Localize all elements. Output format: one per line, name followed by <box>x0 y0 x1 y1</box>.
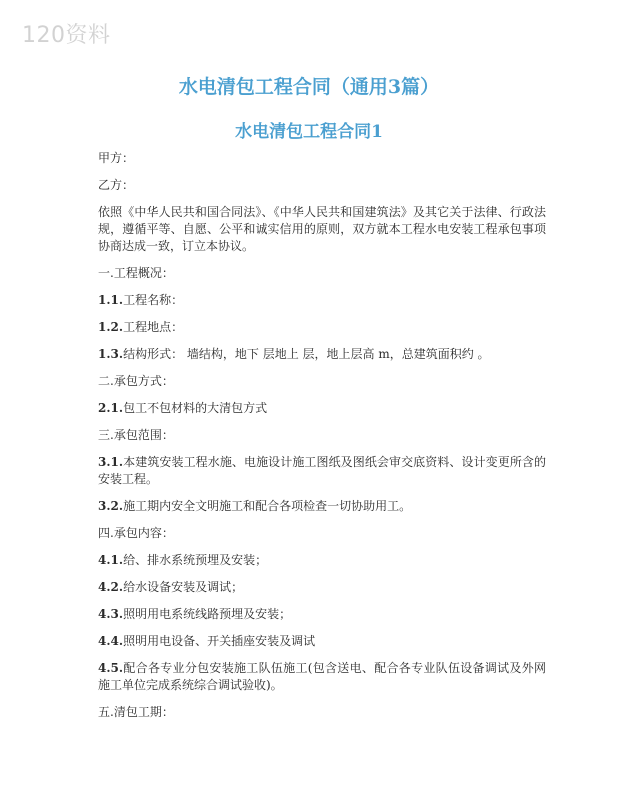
clause-4-4: 4.4.照明用电设备、开关插座安装及调试 <box>98 634 316 648</box>
party-b-line: 乙方： <box>98 178 135 192</box>
watermark-logo: 120资料 <box>22 23 111 48</box>
preamble-paragraph: 依照《中华人民共和国合同法》、《中华人民共和国建筑法》及其它关于法律、行政法规，遵循平等、自愿、公平和诚实信用的原则，双方就本工程水电安装工程承包事项协商达成一致，订立本协议。 <box>98 205 546 253</box>
clause-3-2: 3.2.施工期内安全文明施工和配合各项检查一切协助用工。 <box>98 499 412 513</box>
section-heading-scope: 三.承包范围： <box>98 428 174 442</box>
document-body <box>98 150 546 731</box>
clause-4-1: 4.1.给、排水系统预埋及安装； <box>98 553 268 567</box>
clause-3-1: 3.1.本建筑安装工程水施、电施设计施工图纸及图纸会审交底资料、设计变更所含的安装工程。 <box>98 455 546 486</box>
section-heading-content: 四.承包内容： <box>98 526 174 540</box>
section-heading-contract-mode: 二.承包方式： <box>98 374 174 388</box>
document-title: 水电清包工程合同（通用3篇） <box>178 76 440 98</box>
clause-4-5: 4.5.配合各专业分包安装施工队伍施工(包含送电、配合各专业队伍设备调试及外网施工单位完成系统综合调试验收)。 <box>98 661 546 692</box>
section-heading-overview: 一.工程概况： <box>98 266 174 280</box>
party-a-line: 甲方： <box>98 151 135 165</box>
clause-4-2: 4.2.给水设备安装及调试； <box>98 580 244 594</box>
clause-1-1: 1.1.工程名称： <box>98 293 184 307</box>
clause-1-2: 1.2.工程地点： <box>98 320 184 334</box>
clause-1-3: 1.3.结构形式： 墙结构，地下 层地上 层，地上层高 m，总建筑面积约 。 <box>98 347 490 361</box>
clause-2-1: 2.1.包工不包材料的大清包方式 <box>98 401 268 415</box>
section-title: 水电清包工程合同1 <box>235 122 383 142</box>
clause-4-3: 4.3.照明用电系统线路预埋及安装； <box>98 607 292 621</box>
section-heading-schedule: 五.清包工期： <box>98 705 174 719</box>
